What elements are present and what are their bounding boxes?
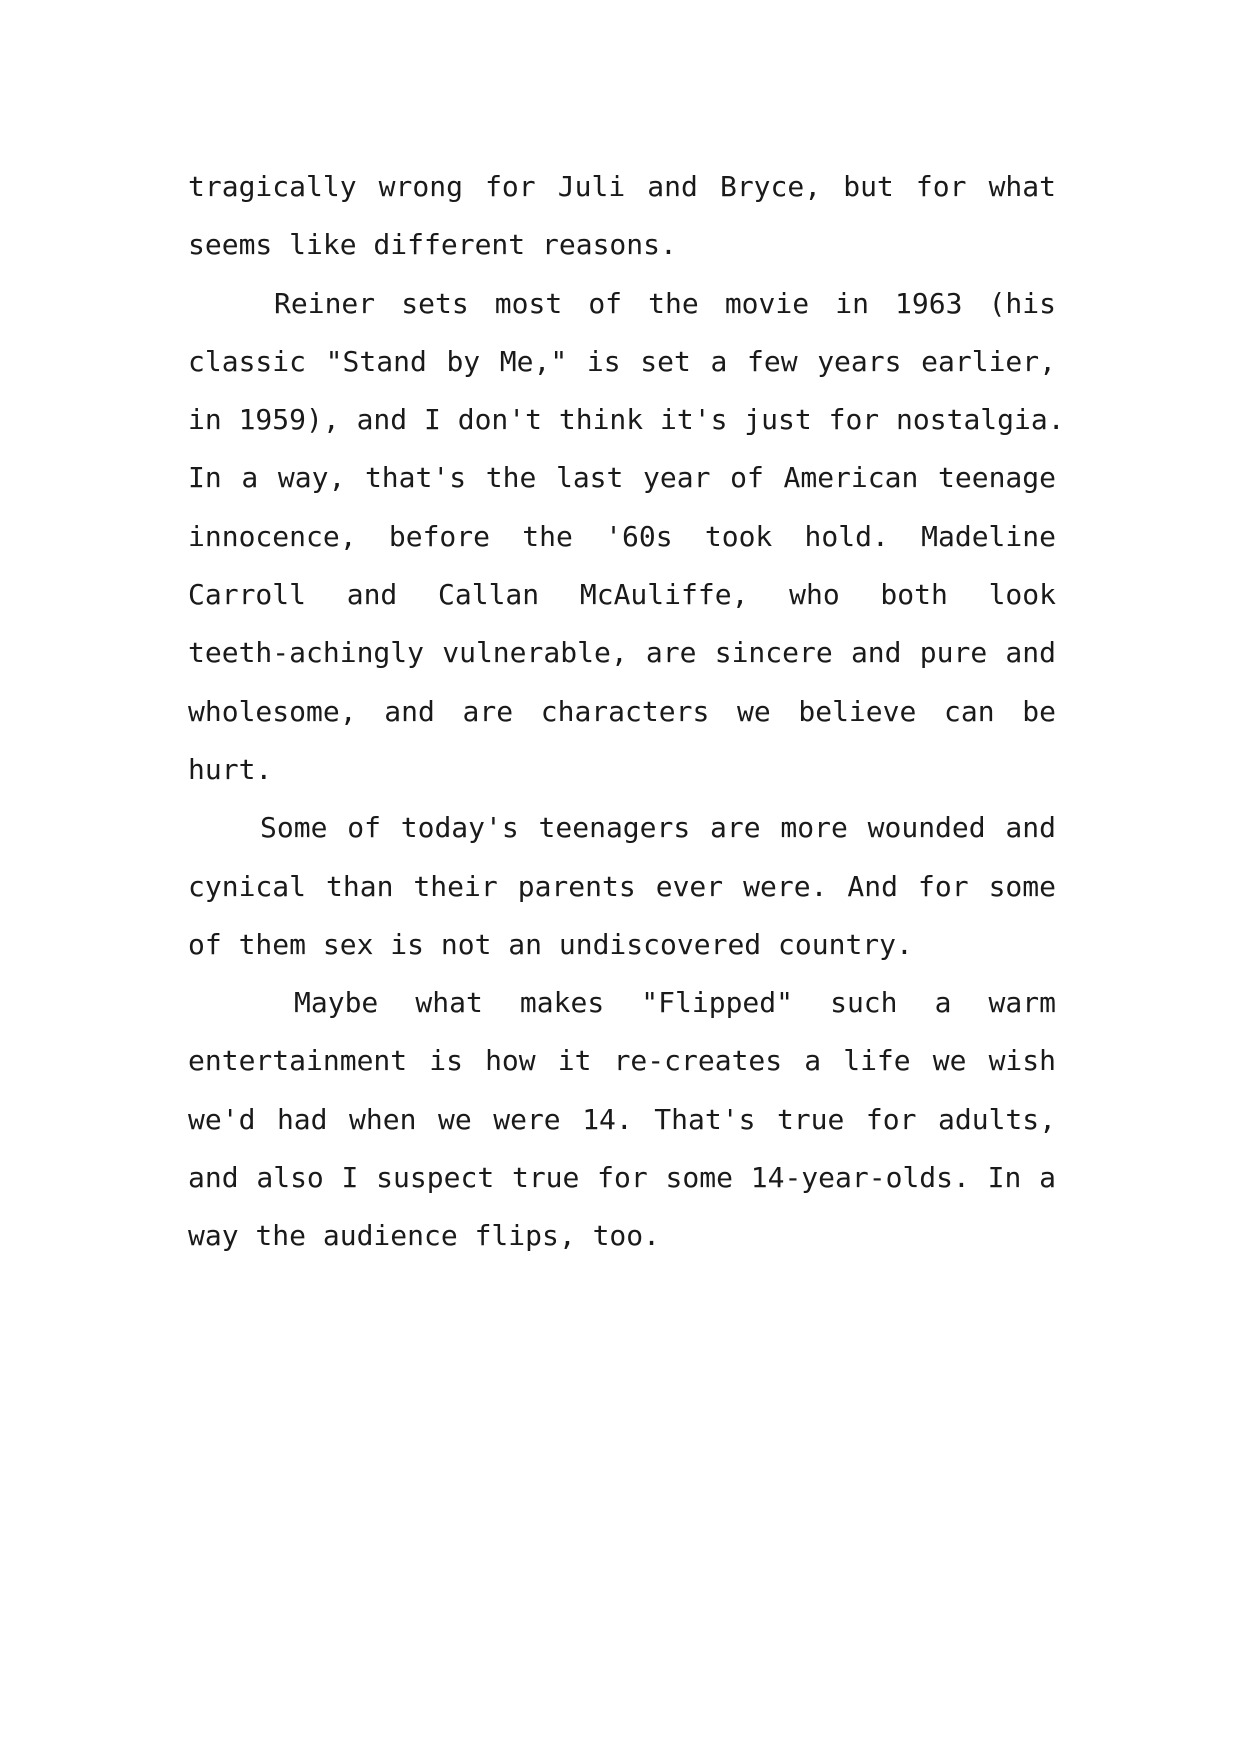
text-line: in 1959), and I don't think it's just for nostalgia. [188,403,1065,437]
text-line: Some of today's teenagers are more wounded and [260,811,1056,845]
text-line: seems like different reasons. [188,228,677,262]
text-line: In a way, that's the last year of American teenage [188,461,1056,495]
text-line: of them sex is not an undiscovered country. [188,927,913,961]
text-line: entertainment is how it re-creates a life we wish [188,1044,1056,1078]
text-line: classic "Stand by Me," is set a few years earlier, [188,344,1056,378]
paragraph [188,275,1065,800]
text-line: Carroll and Callan McAuliffe, who both look [188,578,1056,612]
paragraph [188,158,1056,275]
text-line: we'd had when we were 14. That's true for adults, [188,1102,1056,1136]
text-line: wholesome, and are characters we believe can be [188,694,1056,728]
paragraph [188,974,1056,1265]
text-line: teeth-achingly vulnerable, are sincere and pure and [188,636,1056,670]
body-text [188,158,1065,1266]
text-line: Maybe what makes "Flipped" such a warm [294,986,1056,1020]
text-line: innocence, before the '60s took hold. Madeline [188,519,1056,553]
text-line: tragically wrong for Juli and Bryce, but for what [188,170,1056,203]
paragraph [188,799,1056,974]
text-line: cynical than their parents ever were. And for some [188,869,1056,903]
text-line: and also I suspect true for some 14-year-olds. In a [188,1161,1056,1195]
text-line: way the audience flips, too. [188,1219,661,1253]
text-line: hurt. [188,752,273,786]
text-line: Reiner sets most of the movie in 1963 (his [274,286,1056,320]
